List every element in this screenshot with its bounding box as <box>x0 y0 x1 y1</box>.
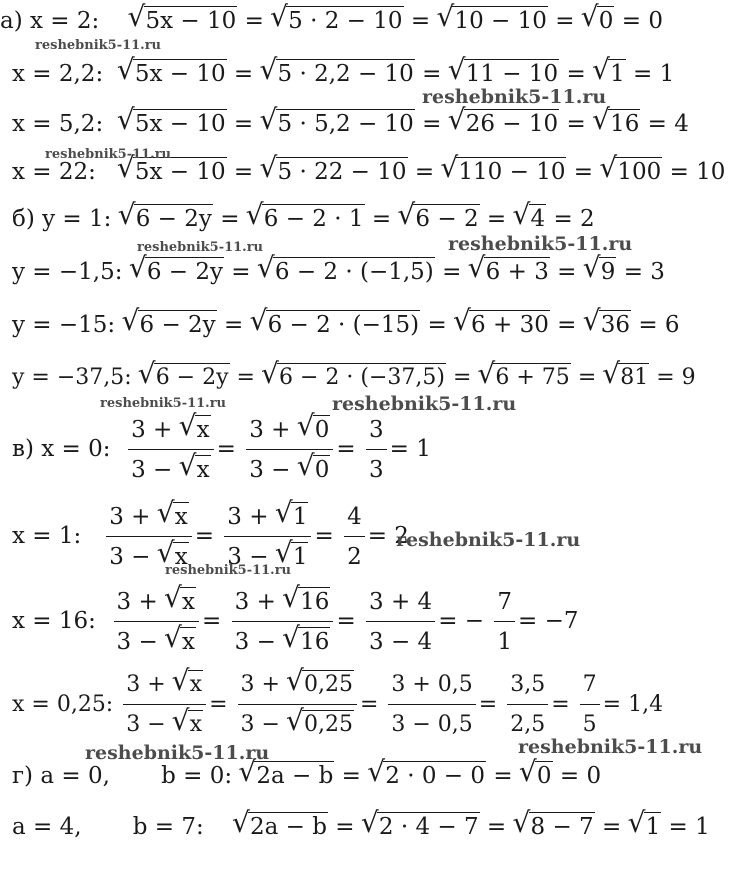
line-label: г) a = 0, <box>12 763 110 789</box>
sqrt: √ 5 · 22 − 10 <box>262 158 408 186</box>
sqrt: √ 6 − 2y <box>124 311 217 339</box>
line-v-1 <box>12 413 431 487</box>
sqrt: √ 6 − 2 · (−15) <box>252 311 421 339</box>
equals: = <box>602 814 622 840</box>
line-label-b: b = 0: <box>161 763 233 789</box>
equals: = <box>194 523 214 549</box>
watermark: reshebnik5-11.ru <box>518 736 703 758</box>
fraction: $\frac{7}{1}$ <box>494 585 515 659</box>
sqrt: √ 5 · 5,2 − 10 <box>262 110 415 138</box>
line-label: y = −15: <box>12 312 116 338</box>
result: = 2 <box>553 206 595 232</box>
watermark: reshebnik5-11.ru <box>332 393 517 415</box>
equals: = <box>566 61 586 87</box>
equals: = <box>478 692 498 717</box>
result: = 4 <box>647 111 689 137</box>
sqrt: √ 6 − 2 · (−1,5) <box>259 258 435 286</box>
sqrt: √ 5x − 10 <box>119 158 227 186</box>
fraction: $\frac{3}{3}$ <box>366 413 387 487</box>
result: = 1 <box>389 436 431 462</box>
sqrt: √ 1 <box>594 60 626 88</box>
fraction: $\frac{7}{5}$ <box>580 668 600 742</box>
sqrt: √ 36 <box>585 311 631 339</box>
fraction: $\frac{3 + √ 0}{3 - √ 0}$ <box>246 413 333 487</box>
result: = 10 <box>669 159 726 185</box>
equals: = <box>452 365 472 390</box>
line-a-2 <box>12 60 674 88</box>
sqrt: √ 6 − 2y <box>120 205 213 233</box>
sqrt: √ 16 <box>594 110 640 138</box>
watermark: reshebnik5-11.ru <box>100 396 227 411</box>
equals: = <box>335 814 355 840</box>
line-label: а) x = 2: <box>0 8 100 34</box>
watermark: reshebnik5-11.ru <box>85 742 270 764</box>
line-g-1 <box>12 762 601 790</box>
equals: = <box>233 159 254 185</box>
equals: = <box>551 692 570 717</box>
sqrt: √ 5x − 10 <box>119 60 227 88</box>
sqrt: √ 6 + 75 <box>479 364 570 392</box>
equals: = − <box>438 608 485 634</box>
line-label: a = 4, <box>12 814 82 840</box>
equals: = <box>336 608 356 634</box>
line-label: в) x = 0: <box>12 436 111 462</box>
fraction: $\frac{4}{2}$ <box>344 500 365 574</box>
line-label: y = −1,5: <box>12 259 123 285</box>
watermark: reshebnik5-11.ru <box>396 529 581 551</box>
sqrt: √ 100 <box>601 158 662 186</box>
sqrt: √ 5x − 10 <box>119 110 227 138</box>
equals: = <box>314 523 334 549</box>
sqrt: √ 81 <box>604 364 649 392</box>
equals: = <box>216 436 236 462</box>
line-g-2 <box>12 813 710 841</box>
result: = 6 <box>638 312 680 338</box>
equals: = <box>244 8 264 34</box>
equals: = <box>422 61 442 87</box>
line-label: x = 22: <box>12 159 96 185</box>
equals: = <box>566 111 586 137</box>
sqrt: √ 5 · 2,2 − 10 <box>262 60 415 88</box>
equals: = <box>233 61 254 87</box>
sqrt: √ 5x − 10 <box>130 7 238 35</box>
line-a-3 <box>12 110 689 138</box>
equals: = <box>231 259 251 285</box>
watermark: reshebnik5-11.ru <box>448 233 633 255</box>
result: = 2 <box>367 523 409 549</box>
sqrt: √ 0 <box>583 7 615 35</box>
result: = 1 <box>668 814 710 840</box>
line-label: x = 1: <box>12 523 82 549</box>
watermark: reshebnik5-11.ru <box>137 240 264 255</box>
line-b-2 <box>12 258 665 286</box>
result: = 3 <box>623 259 665 285</box>
line-label: x = 16: <box>12 608 96 634</box>
line-v-4 <box>12 668 663 742</box>
equals: = <box>486 206 507 232</box>
equals: = <box>493 763 513 789</box>
sqrt: √ 2 · 4 − 7 <box>363 813 480 841</box>
sqrt: √ 6 − 2 <box>399 205 479 233</box>
result: = 9 <box>656 365 696 390</box>
equals: = <box>336 436 356 462</box>
watermark: reshebnik5-11.ru <box>45 147 172 162</box>
line-label: б) y = 1: <box>12 206 112 232</box>
sqrt: √ 10 − 10 <box>438 7 547 35</box>
line-label: x = 2,2: <box>12 61 104 87</box>
result: = 0 <box>559 763 602 789</box>
sqrt: √ 2a − b <box>240 762 334 790</box>
sqrt: √ 5 · 2 − 10 <box>272 7 403 35</box>
sqrt: √ 9 <box>585 258 617 286</box>
fraction: $\frac{3 + 0,5}{3 - 0,5}$ <box>388 668 475 742</box>
sqrt: √ 6 − 2y <box>140 364 230 392</box>
fraction: $\frac{3,5}{2,5}$ <box>507 668 548 742</box>
result: = −7 <box>518 608 579 634</box>
sqrt: √ 6 + 3 <box>470 258 550 286</box>
watermark: reshebnik5-11.ru <box>35 38 162 53</box>
fraction: $\frac{3 + √ x}{3 - √ x}$ <box>106 500 192 574</box>
equals: = <box>209 692 228 717</box>
equals: = <box>233 111 254 137</box>
equals: = <box>220 206 240 232</box>
fraction: $\frac{3 + √ x}{3 - √ x}$ <box>128 413 214 487</box>
sqrt: √ 26 − 10 <box>450 110 559 138</box>
line-v-3 <box>12 585 579 659</box>
sqrt: √ 2 · 0 − 0 <box>369 762 486 790</box>
result: = 1,4 <box>602 692 664 717</box>
sqrt: √ 6 − 2 · 1 <box>248 205 365 233</box>
fraction: $\frac{3 + √ 16}{3 - √ 16}$ <box>232 585 334 659</box>
sqrt: √ 11 − 10 <box>450 60 559 88</box>
line-label: y = −37,5: <box>12 365 132 390</box>
watermark: reshebnik5-11.ru <box>165 563 292 578</box>
sqrt: √ 6 + 30 <box>455 311 550 339</box>
line-label: x = 5,2: <box>12 111 104 137</box>
sqrt: √ 2a − b <box>234 813 328 841</box>
equals: = <box>371 206 392 232</box>
equals: = <box>410 8 431 34</box>
equals: = <box>427 312 447 338</box>
equals: = <box>223 312 244 338</box>
sqrt: √ 6 − 2 · (−37,5) <box>263 364 446 392</box>
equals: = <box>557 312 577 338</box>
fraction: $\frac{3 + √ 1}{3 - √ 1}$ <box>224 500 311 574</box>
sqrt: √ 0 <box>521 762 553 790</box>
line-b-4 <box>12 364 696 392</box>
line-a-4 <box>12 158 725 186</box>
equals: = <box>442 259 462 285</box>
equals: = <box>557 259 577 285</box>
equals: = <box>422 111 442 137</box>
sqrt: √ 1 <box>630 813 662 841</box>
equals: = <box>555 8 575 34</box>
equals: = <box>577 365 597 390</box>
result: = 1 <box>633 61 675 87</box>
equals: = <box>341 763 361 789</box>
equals: = <box>573 159 594 185</box>
fraction: $\frac{3 + √ x}{3 - √ x}$ <box>123 668 206 742</box>
sqrt: √ 6 − 2y <box>131 258 224 286</box>
sqrt: √ 4 <box>515 205 547 233</box>
equals: = <box>359 692 379 717</box>
equals: = <box>236 365 255 390</box>
line-b-1 <box>12 205 595 233</box>
line-a-1 <box>0 7 663 35</box>
line-b-3 <box>12 311 680 339</box>
equals: = <box>202 608 222 634</box>
result: = 0 <box>621 8 663 34</box>
sqrt: √ 8 − 7 <box>515 813 595 841</box>
equals: = <box>414 159 435 185</box>
watermark: reshebnik5-11.ru <box>422 86 607 108</box>
sqrt: √ 110 − 10 <box>442 158 566 186</box>
fraction: $\frac{3 + 4}{3 - 4}$ <box>366 585 435 659</box>
line-label-b: b = 7: <box>132 814 204 840</box>
line-label: x = 0,25: <box>12 692 114 717</box>
fraction: $\frac{3 + √ 0,25}{3 - √ 0,25}$ <box>238 668 357 742</box>
fraction: $\frac{3 + √ x}{3 - √ x}$ <box>114 585 200 659</box>
equals: = <box>486 814 507 840</box>
